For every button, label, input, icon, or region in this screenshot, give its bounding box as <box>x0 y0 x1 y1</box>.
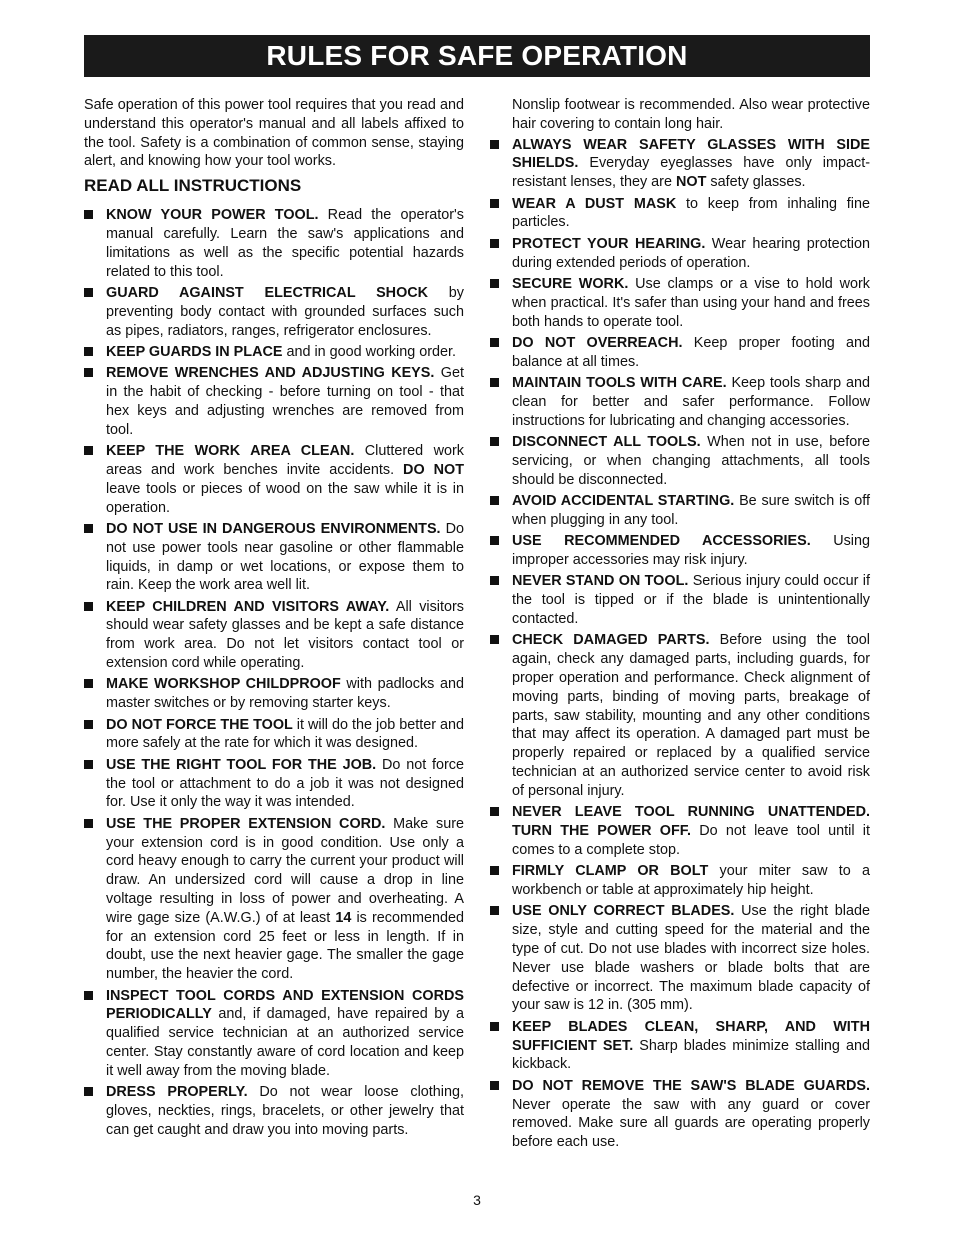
square-bullet-icon <box>84 819 93 828</box>
page-number: 3 <box>473 1192 481 1208</box>
rule-text: Make sure your extension cord is in good condition. Use only a cord heavy enough to carry the current your product will draw. An undersized cord will cause a drop in line voltage resulting in loss of power and overheating. A wire gage size (A.W.G.) of at least <box>106 815 464 926</box>
rule-title: MAINTAIN TOOLS WITH CARE. <box>512 375 727 392</box>
rule-text: Be sure switch is off when plugging in any tool. <box>512 493 870 528</box>
rule-title: KNOW YOUR POWER TOOL. <box>106 207 319 224</box>
rule-text: Never operate the saw with any guard or cover removed. Make sure all guards are operating properly before each use. <box>512 1096 870 1151</box>
intro-paragraph: Safe operation of this power tool requires that you read and understand this operator's manual and all labels affixed to the tool. Safety is a combination of common sense, staying alert, and knowing how your tool works. <box>84 97 464 170</box>
rule-title: DO NOT REMOVE THE SAW'S BLADE GUARDS. <box>512 1077 870 1094</box>
rule-title: SECURE WORK. <box>512 275 629 292</box>
rule-title: KEEP GUARDS IN PLACE <box>106 343 283 360</box>
rule-item <box>490 492 870 530</box>
rule-title: WEAR A DUST MASK <box>512 195 677 212</box>
rule-item <box>84 987 464 1081</box>
rule-title: KEEP BLADES CLEAN, SHARP, AND WITH SUFFICIENT SET. <box>512 1018 870 1054</box>
rule-item <box>84 364 464 439</box>
rule-item <box>84 815 464 984</box>
rule-text: to keep from inhaling fine particles. <box>512 195 870 231</box>
rule-title: NEVER LEAVE TOOL RUNNING UNATTENDED. TURN THE POWER OFF. <box>512 804 870 840</box>
right-rule-list <box>490 136 870 1152</box>
rule-title: USE THE RIGHT TOOL FOR THE JOB. <box>106 756 377 773</box>
rule-title: DRESS PROPERLY. <box>106 1084 248 1101</box>
rule-item <box>490 195 870 233</box>
page-title: RULES FOR SAFE OPERATION <box>266 40 688 71</box>
rule-item <box>490 572 870 628</box>
square-bullet-icon <box>490 866 499 875</box>
rule-emphasis: NOT <box>675 174 707 191</box>
rule-item <box>490 803 870 859</box>
square-bullet-icon <box>490 239 499 248</box>
square-bullet-icon <box>84 760 93 769</box>
rule-item <box>84 442 464 517</box>
square-bullet-icon <box>490 338 499 347</box>
rule-text: Sharp blades minimize stalling and kickback. <box>512 1037 870 1073</box>
square-bullet-icon <box>490 437 499 446</box>
rule-item <box>84 598 464 673</box>
rule-title: AVOID ACCIDENTAL STARTING. <box>512 493 735 510</box>
rule-text: Keep proper footing and balance at all times. <box>512 334 870 370</box>
rule-item <box>84 343 464 362</box>
rule-text: Before using the tool again, check any damaged parts, including guards, for proper operation and performance. Check alignment of moving parts, binding of moving parts, breakage of parts, saw stability, mounting and any other conditions that may affect its operation. A damaged part must be properly repaired or replaced by a qualified service technician at an authorized service center to avoid risk of personal injury. <box>512 632 870 799</box>
square-bullet-icon <box>490 496 499 505</box>
rule-item <box>84 206 464 281</box>
rule-title: USE ONLY CORRECT BLADES. <box>512 903 735 920</box>
rule-item <box>490 433 870 489</box>
square-bullet-icon <box>490 576 499 585</box>
rule-item <box>490 1018 870 1074</box>
square-bullet-icon <box>490 279 499 288</box>
rule-title: ALWAYS WEAR SAFETY GLASSES WITH SIDE SHIELDS. <box>512 136 870 172</box>
rule-title: PROTECT YOUR HEARING. <box>512 235 706 252</box>
rule-item <box>490 902 870 1015</box>
left-rule-list <box>84 206 464 1139</box>
square-bullet-icon <box>490 378 499 387</box>
rule-text: and in good working order. <box>282 343 457 360</box>
rule-title: GUARD AGAINST ELECTRICAL SHOCK <box>106 284 429 301</box>
rule-text: your miter saw to a workbench or table at approximately hip height. <box>512 863 870 898</box>
rule-title: REMOVE WRENCHES AND ADJUSTING KEYS. <box>106 365 435 382</box>
square-bullet-icon <box>84 368 93 377</box>
rule-text: Use clamps or a vise to hold work when practical. It's safer than using your hand and frees both hands to operate tool. <box>512 275 870 330</box>
rule-title: CHECK DAMAGED PARTS. <box>512 632 710 649</box>
square-bullet-icon <box>84 679 93 688</box>
continued-paragraph: Nonslip footwear is recommended. Also wear protective hair covering to contain long hair. <box>512 97 870 132</box>
rule-text: Do not wear loose clothing, gloves, neckties, rings, bracelets, or other jewelry that can get caught and draw you into moving parts. <box>106 1084 464 1138</box>
rule-title: USE THE PROPER EXTENSION CORD. <box>106 815 386 832</box>
square-bullet-icon <box>84 720 93 729</box>
square-bullet-icon <box>490 536 499 545</box>
rule-text: Do not force the tool or attachment to do a job it was not designed for. Use it only the way it was intended. <box>106 756 465 811</box>
square-bullet-icon <box>84 524 93 533</box>
square-bullet-icon <box>490 1022 499 1031</box>
square-bullet-icon <box>490 635 499 644</box>
rule-emphasis: DO NOT <box>403 461 464 478</box>
rule-title: MAKE WORKSHOP CHILDPROOF <box>106 676 341 693</box>
rule-emphasis: 14 <box>335 909 352 926</box>
rule-title: KEEP THE WORK AREA CLEAN. <box>106 443 355 460</box>
rule-text: Do not leave tool until it comes to a complete stop. <box>512 823 870 858</box>
square-bullet-icon <box>490 906 499 915</box>
rule-item <box>490 532 870 570</box>
page-title-banner <box>84 35 870 77</box>
rule-title: USE RECOMMENDED ACCESSORIES. <box>512 533 811 550</box>
left-column <box>84 96 464 1142</box>
rule-item <box>490 275 870 331</box>
rule-text-cont: safety glasses. <box>706 174 806 191</box>
square-bullet-icon <box>84 288 93 297</box>
rule-item <box>84 716 464 754</box>
rule-title: FIRMLY CLAMP OR BOLT <box>512 863 709 880</box>
rule-text: Everyday eyeglasses have only impact-resistant lenses, they are <box>512 155 870 191</box>
rule-title: KEEP CHILDREN AND VISITORS AWAY. <box>106 598 390 615</box>
rule-text: by preventing body contact with grounded surfaces such as pipes, radiators, ranges, refrigerator enclosures. <box>106 284 465 339</box>
rule-title: DO NOT USE IN DANGEROUS ENVIRONMENTS. <box>106 520 441 537</box>
rule-text: Cluttered work areas and work benches invite accidents. <box>106 443 464 478</box>
square-bullet-icon <box>84 602 93 611</box>
rule-text: Use the right blade size, style and cutting speed for the material and the type of cut. Do not use blades with incorrect size holes. Never use blade washers or blade bolts that are defective or incorrect. The maximum blade capacity of your saw is 12 in. (305 mm). <box>512 903 871 1014</box>
rule-text: Get in the habit of checking - before turning on tool - that hex keys and adjusting wrenches are removed from tool. <box>106 365 464 438</box>
rule-item <box>84 284 464 340</box>
rule-text: Using improper accessories may risk injury. <box>512 533 870 569</box>
rule-item <box>490 136 870 192</box>
rule-text: with padlocks and master switches or by removing starter keys. <box>106 676 464 712</box>
rule-text: Do not use power tools near gasoline or other flammable liquids, in damp or wet locations, or expose them to rain. Keep the work area well lit. <box>106 520 464 594</box>
square-bullet-icon <box>490 199 499 208</box>
rule-title: DO NOT OVERREACH. <box>512 334 683 351</box>
rule-item <box>490 235 870 273</box>
rule-item <box>84 1083 464 1139</box>
rule-title: DO NOT FORCE THE TOOL <box>106 716 293 733</box>
rule-text: Read the operator's manual carefully. Learn the saw's applications and limitations as well as the specific potential hazards related to this tool. <box>106 207 464 280</box>
square-bullet-icon <box>84 1087 93 1096</box>
rule-item <box>490 631 870 800</box>
rule-item <box>84 675 464 713</box>
rule-text-cont: leave tools or pieces of wood on the saw while it is in operation. <box>106 480 464 516</box>
square-bullet-icon <box>84 446 93 455</box>
rule-item <box>490 862 870 900</box>
square-bullet-icon <box>84 347 93 356</box>
rule-text: When not in use, before servicing, or when changing attachments, all tools should be disconnected. <box>512 434 871 488</box>
rule-title: NEVER STAND ON TOOL. <box>512 573 689 590</box>
square-bullet-icon <box>490 140 499 149</box>
rule-item <box>84 520 464 595</box>
rule-title: INSPECT TOOL CORDS AND EXTENSION CORDS PERIODICALLY <box>106 987 464 1023</box>
rule-title: DISCONNECT ALL TOOLS. <box>512 434 701 451</box>
rule-text: Wear hearing protection during extended periods of operation. <box>512 235 870 271</box>
rule-text: Keep tools sharp and clean for better and safer performance. Follow instructions for lubricating and changing accessories. <box>512 375 870 429</box>
rule-text-cont: is recommended for an extension cord 25 feet or less in length. If in doubt, use the next heavier gage. The smaller the gage number, the heavier the cord. <box>106 909 464 983</box>
rule-item <box>490 1077 870 1152</box>
square-bullet-icon <box>490 807 499 816</box>
square-bullet-icon <box>84 991 93 1000</box>
rule-text: it will do the job better and more safely at the rate for which it was designed. <box>106 716 465 752</box>
rule-item <box>490 374 870 430</box>
rule-text: and, if damaged, have repaired by a qualified service technician at an authorized service center. Stay constantly aware of cord location and keep it well away from the moving blade. <box>106 1006 464 1079</box>
square-bullet-icon <box>490 1081 499 1090</box>
right-column <box>490 96 870 1155</box>
section-heading: READ ALL INSTRUCTIONS <box>84 176 302 196</box>
square-bullet-icon <box>84 210 93 219</box>
rule-text: All visitors should wear safety glasses and be kept a safe distance from work area. Do not let visitors contact tool or extension cord while operating. <box>106 598 464 672</box>
rule-item <box>84 756 464 812</box>
rule-text: Serious injury could occur if the tool is tipped or if the blade is unintentionally contacted. <box>512 573 870 628</box>
rule-item <box>490 334 870 372</box>
